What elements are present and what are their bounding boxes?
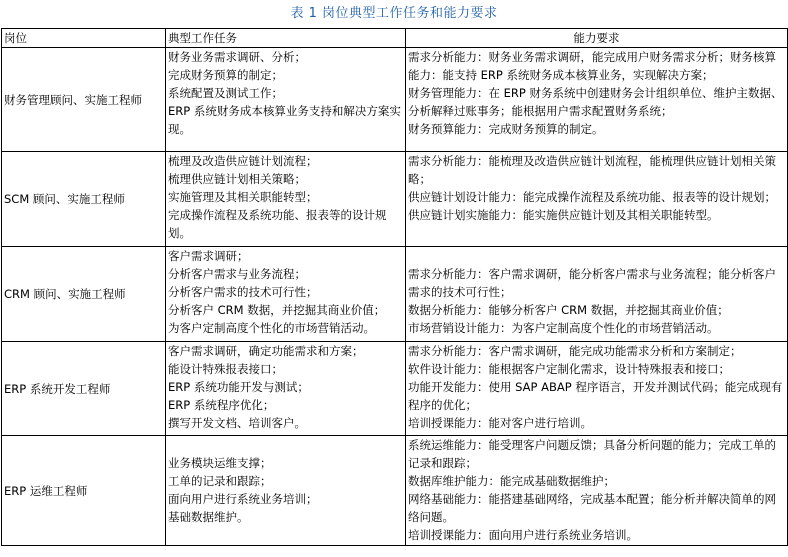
abilities-cell bbox=[406, 342, 788, 436]
task-item: 分析客户 CRM 数据，并挖掘其商业价值； bbox=[168, 303, 386, 317]
task-item: 基础数据维护。 bbox=[168, 510, 249, 524]
task-item: 撰写开发文档、培训客户。 bbox=[168, 416, 306, 430]
table-header-row bbox=[2, 29, 788, 48]
task-item: 为客户定制高度个性化的市场营销活动。 bbox=[168, 321, 375, 335]
task-item: ERP 系统程序优化； bbox=[168, 398, 275, 412]
role-cell: 财务管理顾问、实施工程师 bbox=[2, 48, 166, 152]
ability-item: 需求分析能力：财务业务需求调研，能完成用户财务需求分析；财务核算能力：能支持 ERP 系统财务成本核算业务，实现解决方案； bbox=[408, 50, 776, 82]
task-item: ERP 系统财务成本核算业务支持和解决方案实现。 bbox=[168, 104, 401, 136]
task-item: 能设计特殊报表接口； bbox=[168, 362, 283, 376]
table-row bbox=[2, 436, 788, 546]
ability-item: 市场营销设计能力：为客户定制高度个性化的市场营销活动。 bbox=[408, 321, 719, 335]
abilities-cell bbox=[406, 436, 788, 546]
table-caption: 表 1 岗位典型工作任务和能力要求 bbox=[290, 6, 498, 21]
task-item: 面向用户进行系统业务培训； bbox=[168, 492, 318, 506]
table-row bbox=[2, 48, 788, 152]
header-position: 岗位 bbox=[2, 29, 166, 48]
table-row bbox=[2, 152, 788, 247]
ability-item: 系统运维能力：能受理客户问题反馈；具备分析问题的能力；完成工单的记录和跟踪； bbox=[408, 438, 776, 470]
task-item: 财务业务需求调研、分析； bbox=[168, 50, 306, 64]
task-item: 系统配置及测试工作； bbox=[168, 86, 283, 100]
role-cell: CRM 顾问、实施工程师 bbox=[2, 247, 166, 342]
table-row bbox=[2, 247, 788, 342]
task-item: 完成操作流程及系统功能、报表等的设计规划。 bbox=[168, 208, 387, 240]
task-item: ERP 系统功能开发与测试； bbox=[168, 380, 309, 394]
header-tasks: 典型工作任务 bbox=[166, 29, 406, 48]
ability-item: 财务管理能力：在 ERP 财务系统中创建财务会计组织单位、维护主数据、分析解释过账事务；能根据用户需求配置财务系统； bbox=[408, 86, 783, 118]
task-item: 客户需求调研； bbox=[168, 249, 249, 263]
ability-item: 功能开发能力：使用 SAP ABAP 程序语言，开发并测试代码；能完成现有程序的优化； bbox=[408, 380, 783, 412]
ability-item: 网络基础能力：能搭建基础网络，完成基本配置；能分析并解决简单的网络问题。 bbox=[408, 492, 776, 524]
abilities-cell bbox=[406, 152, 788, 247]
cell-spacer bbox=[408, 247, 785, 265]
ability-item: 需求分析能力：能梳理及改造供应链计划流程，能梳理供应链计划相关策略； bbox=[408, 154, 776, 186]
table-row bbox=[2, 342, 788, 436]
role-cell: ERP 运维工程师 bbox=[2, 436, 166, 546]
role-cell: ERP 系统开发工程师 bbox=[2, 342, 166, 436]
task-item: 客户需求调研，确定功能需求和方案； bbox=[168, 344, 364, 358]
tasks-cell bbox=[166, 48, 406, 152]
task-item: 分析客户需求的技术可行性； bbox=[168, 285, 318, 299]
job-requirements-table bbox=[1, 28, 788, 546]
tasks-cell bbox=[166, 436, 406, 546]
abilities-cell bbox=[406, 247, 788, 342]
task-item: 实施管理及其相关职能转型； bbox=[168, 190, 318, 204]
ability-item: 培训授课能力：能对客户进行培训。 bbox=[408, 416, 592, 430]
task-item: 完成财务预算的制定； bbox=[168, 68, 283, 82]
ability-item: 需求分析能力：客户需求调研，能完成功能需求分析和方案制定； bbox=[408, 344, 742, 358]
cell-spacer bbox=[168, 436, 403, 454]
tasks-cell bbox=[166, 247, 406, 342]
header-abilities: 能力要求 bbox=[406, 29, 788, 48]
ability-item: 数据分析能力：能够分析客户 CRM 数据，并挖掘其商业价值； bbox=[408, 303, 729, 317]
abilities-cell bbox=[406, 48, 788, 152]
task-item: 分析客户需求与业务流程； bbox=[168, 267, 306, 281]
tasks-cell bbox=[166, 342, 406, 436]
ability-item: 财务预算能力：完成财务预算的制定。 bbox=[408, 122, 604, 136]
tasks-cell bbox=[166, 152, 406, 247]
ability-item: 数据库维护能力：能完成基础数据维护； bbox=[408, 474, 615, 488]
task-item: 工单的记录和跟踪； bbox=[168, 474, 272, 488]
task-item: 梳理供应链计划相关策略； bbox=[168, 172, 306, 186]
ability-item: 软件设计能力：能根据客户定制化需求，设计特殊报表和接口； bbox=[408, 362, 730, 376]
ability-item: 培训授课能力：面向用户进行系统业务培训。 bbox=[408, 528, 638, 542]
role-cell: SCM 顾问、实施工程师 bbox=[2, 152, 166, 247]
ability-item: 需求分析能力：客户需求调研，能分析客户需求与业务流程；能分析客户需求的技术可行性； bbox=[408, 267, 776, 299]
ability-item: 供应链计划实施能力：能实施供应链计划及其相关职能转型。 bbox=[408, 208, 719, 222]
task-item: 梳理及改造供应链计划流程； bbox=[168, 154, 318, 168]
task-item: 业务模块运维支撑； bbox=[168, 456, 272, 470]
ability-item: 供应链计划设计能力：能完成操作流程及系统功能、报表等的设计规划； bbox=[408, 190, 776, 204]
